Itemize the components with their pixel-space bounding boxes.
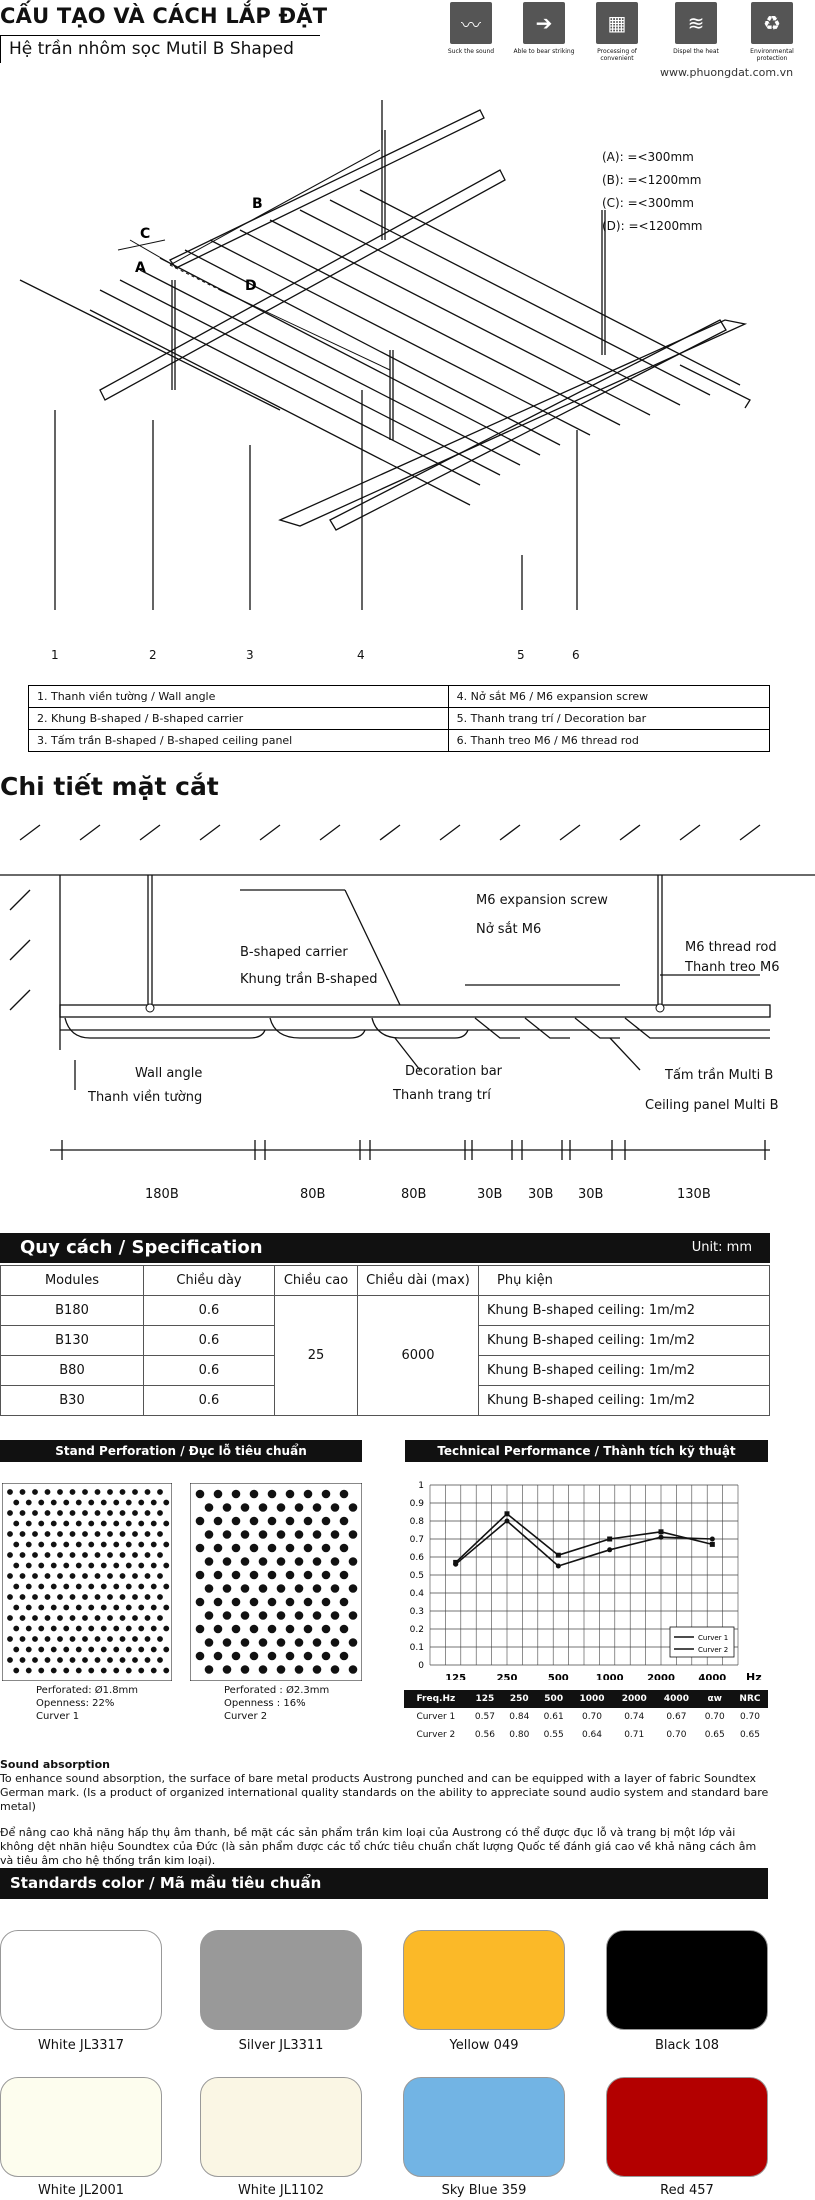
arrow-wall-icon: ➔ <box>523 2 565 44</box>
width-label: 30B <box>578 1187 604 1202</box>
part-number-1: 1 <box>51 648 59 662</box>
x-tick-label: 1000 <box>595 1673 624 1680</box>
part-number-6: 6 <box>572 648 580 662</box>
y-tick-label: 0.5 <box>409 1571 424 1581</box>
data-point <box>659 1535 664 1540</box>
callout-rod-en: M6 thread rod <box>685 940 777 955</box>
table-row: 1. Thanh viền tường / Wall angle 4. Nở sắt M6 / M6 expansion screw <box>29 686 770 708</box>
table-row: B130 0.6 Khung B-shaped ceiling: 1m/m2 <box>1 1326 770 1356</box>
cross-section-diagram <box>0 820 815 1180</box>
table-row: 3. Tấm trần B-shaped / B-shaped ceiling panel 6. Thanh treo M6 / M6 thread rod <box>29 730 770 752</box>
color-label: White JL3317 <box>37 2038 125 2053</box>
part-number-2: 2 <box>149 648 157 662</box>
dim-label-d: D <box>245 278 257 294</box>
data-point <box>556 1553 561 1558</box>
spec-height: 25 <box>275 1296 358 1416</box>
data-point <box>505 1511 510 1516</box>
absorption-chart <box>400 1470 790 1680</box>
section-title: Chi tiết mặt cắt <box>0 772 219 801</box>
absorption-text-en: To enhance sound absorption, the surface of bare metal products Austrong punched and can be equipped with a layer of fabric Soundtex German mark. (Is a product of organized international quality standards on the ability to appreciate sound audio system and standard bare metal) <box>0 1772 769 1813</box>
x-tick-label: 2000 <box>647 1673 675 1680</box>
dim-label-c: C <box>140 226 151 242</box>
width-label: 180B <box>145 1187 179 1202</box>
data-point <box>453 1562 458 1567</box>
callout-deco-en: Decoration bar <box>405 1064 503 1079</box>
x-axis-label: Hz <box>746 1671 762 1680</box>
dim-c-value: (C): =<300mm <box>602 196 694 210</box>
color-label: Red 457 <box>660 2183 714 2198</box>
callout-expansion-en: M6 expansion screw <box>476 893 608 908</box>
colors-title-bar: Standards color / Mã mầu tiêu chuẩn <box>0 1868 768 1899</box>
frequency-table <box>404 1690 768 1744</box>
color-swatch-silver-jl3311 <box>200 1930 362 2030</box>
y-tick-label: 0 <box>418 1661 424 1671</box>
grid-icon: ▦ <box>596 2 638 44</box>
callout-wall-vi: Thanh viền tường <box>88 1090 203 1105</box>
table-row: Curver 2 0.56 0.80 0.55 0.64 0.71 0.70 0.65 0.65 <box>416 1730 760 1740</box>
legend-label: Curver 1 <box>698 1634 729 1642</box>
table-header-row: Modules Chiều dày Chiều cao Chiều dài (max) Phụ kiện <box>1 1266 770 1296</box>
table-row: B30 0.6 Khung B-shaped ceiling: 1m/m2 <box>1 1386 770 1416</box>
spec-length: 6000 <box>358 1296 479 1416</box>
data-point <box>607 1537 612 1542</box>
table-row: B180 0.6 25 6000 Khung B-shaped ceiling: 1m/m2 <box>1 1296 770 1326</box>
feature-bear-striking: ➔ Able to bear striking <box>509 2 579 55</box>
data-point <box>505 1519 510 1524</box>
page-title: CẤU TẠO VÀ CÁCH LẮP ĐẶT <box>0 4 328 28</box>
spec-unit: Unit: mm <box>691 1240 752 1255</box>
data-point <box>659 1529 664 1534</box>
y-tick-label: 0.2 <box>409 1625 424 1635</box>
dim-label-a: A <box>135 260 146 276</box>
callout-carrier-en: B-shaped carrier <box>240 945 348 960</box>
spec-title: Quy cách / Specification <box>20 1237 263 1258</box>
dim-label-b: B <box>252 196 263 212</box>
data-point <box>710 1537 715 1542</box>
dim-a-value: (A): =<300mm <box>602 150 694 164</box>
y-tick-label: 1 <box>418 1481 424 1491</box>
table-row: 2. Khung B-shaped / B-shaped carrier 5. Thanh trang trí / Decoration bar <box>29 708 770 730</box>
perforation-title-bar: Stand Perforation / Đục lỗ tiêu chuẩn <box>0 1440 362 1462</box>
feature-dispel-heat: ≋ Dispel the heat <box>661 2 731 55</box>
color-swatch-white-jl2001 <box>0 2077 162 2177</box>
part-number-3: 3 <box>246 648 254 662</box>
y-tick-label: 0.1 <box>409 1643 424 1653</box>
callout-deco-vi: Thanh trang trí <box>393 1088 491 1103</box>
table-row: B80 0.6 Khung B-shaped ceiling: 1m/m2 <box>1 1356 770 1386</box>
perforation-1-info: Perforated: Ø1.8mm Openness: 22% Curver 1 <box>36 1685 139 1722</box>
x-tick-label: 250 <box>496 1673 518 1680</box>
x-tick-label: 4000 <box>698 1673 727 1680</box>
width-label: 80B <box>300 1187 326 1202</box>
dim-d-value: (D): =<1200mm <box>602 219 703 233</box>
callout-carrier-vi: Khung trần B-shaped <box>240 972 378 987</box>
spec-header-bar <box>0 1233 770 1263</box>
y-tick-label: 0.6 <box>409 1553 424 1563</box>
callout-wall-en: Wall angle <box>135 1066 203 1081</box>
perforation-2-info: Perforated : Ø2.3mm Openness : 16% Curver 2 <box>224 1685 330 1722</box>
recycle-icon: ♻ <box>751 2 793 44</box>
x-tick-label: 500 <box>547 1673 569 1680</box>
feature-processing: ▦ Processing of convenient <box>582 2 652 62</box>
sound-absorption-block <box>0 1758 770 1868</box>
absorption-title: Sound absorption <box>0 1758 110 1771</box>
table-row: Curver 1 0.57 0.84 0.61 0.70 0.74 0.67 0.70 0.70 <box>416 1712 760 1722</box>
callout-rod-vi: Thanh treo M6 <box>685 960 780 975</box>
legend-label: Curver 2 <box>698 1646 729 1654</box>
width-label: 30B <box>477 1187 503 1202</box>
color-label: Yellow 049 <box>449 2038 519 2053</box>
data-point <box>607 1547 612 1552</box>
y-tick-label: 0.3 <box>409 1607 424 1617</box>
performance-title-bar: Technical Performance / Thành tích kỹ thuật <box>405 1440 768 1462</box>
color-swatch-white-jl1102 <box>200 2077 362 2177</box>
callout-expansion-vi: Nở sắt M6 <box>476 922 542 937</box>
color-swatch-black-108 <box>606 1930 768 2030</box>
page-subtitle: Hệ trần nhôm sọc Mutil B Shaped <box>0 35 320 63</box>
color-label: White JL2001 <box>37 2183 125 2198</box>
width-label: 80B <box>401 1187 427 1202</box>
y-tick-label: 0.8 <box>409 1517 424 1527</box>
data-point <box>710 1542 715 1547</box>
absorption-text-vi: Để nâng cao khả năng hấp thụ âm thanh, bề mặt các sản phẩm trần kim loại của Austrong có thể được đục lỗ và trang bị một lớp vải không dệt nhãn hiệu Soundtex của Đức (là sản phẩm được các tổ chức tiêu chuẩn chất lượng Quốc tế đánh giá cao về khả năng cách âm và tiêu âm cho hệ thống trần kim loại). <box>0 1826 757 1867</box>
color-swatch-yellow-049 <box>403 1930 565 2030</box>
perforation-pattern-1 <box>2 1483 172 1681</box>
y-tick-label: 0.7 <box>409 1535 424 1545</box>
part-number-4: 4 <box>357 648 365 662</box>
data-point <box>556 1564 561 1569</box>
color-swatch-sky-blue-359 <box>403 2077 565 2177</box>
color-swatch-red-457 <box>606 2077 768 2177</box>
x-tick-label: 125 <box>445 1673 467 1680</box>
color-label: Black 108 <box>654 2038 720 2053</box>
website-url: www.phuongdat.com.vn <box>660 66 794 79</box>
y-tick-label: 0.9 <box>409 1499 424 1509</box>
color-label: Silver JL3311 <box>238 2038 324 2053</box>
part-number-5: 5 <box>517 648 525 662</box>
feature-suck-sound: 〰 Suck the sound <box>436 2 506 55</box>
width-label: 30B <box>528 1187 554 1202</box>
heat-wave-icon: ≋ <box>675 2 717 44</box>
y-tick-label: 0.4 <box>409 1589 424 1599</box>
parts-table <box>28 685 770 752</box>
width-label: 130B <box>677 1187 711 1202</box>
feature-environment: ♻ Environmental protection <box>737 2 807 62</box>
color-label: White JL1102 <box>237 2183 325 2198</box>
color-swatch-white-jl3317 <box>0 1930 162 2030</box>
spec-table <box>0 1265 770 1416</box>
table-header-row: Freq.Hz 125 250 500 1000 2000 4000 αw NRC <box>404 1690 768 1708</box>
callout-panel-vi: Tấm trần Multi B <box>665 1068 774 1083</box>
perforation-pattern-2 <box>190 1483 362 1681</box>
dim-b-value: (B): =<1200mm <box>602 173 702 187</box>
sound-wave-icon: 〰 <box>450 2 492 44</box>
color-label: Sky Blue 359 <box>441 2183 527 2198</box>
callout-panel-en: Ceiling panel Multi B <box>645 1098 779 1113</box>
